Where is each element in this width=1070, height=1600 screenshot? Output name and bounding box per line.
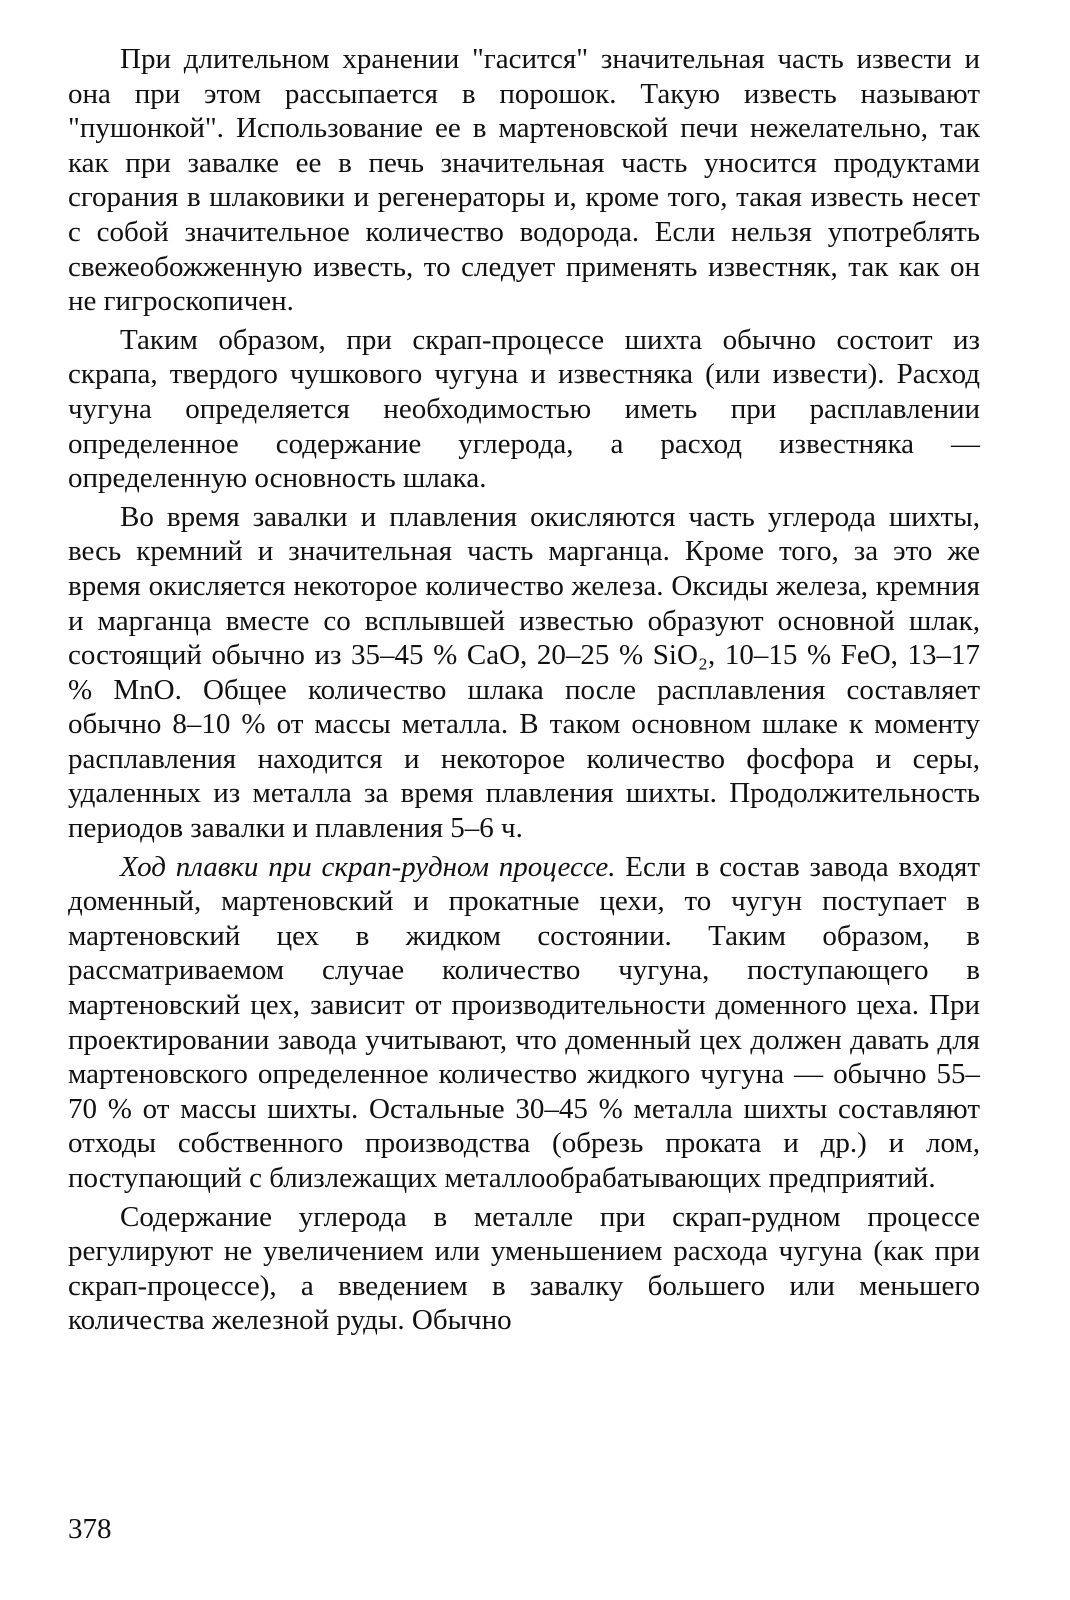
paragraph-5: Содержание углерода в металле при скрап-рудном процессе регулируют не увеличением или уменьшением расхода чугуна (как при скрап-процессе), а введением в завалку большего или меньшего количества железной руды. Обычно [68, 1200, 980, 1337]
paragraph-1: При длительном хранении "гасится" значительная часть извести и она при этом рассыпается в порошок. Такую известь называют "пушонкой". Использование ее в мартеновской печи нежелательно, так как при завалке ее в печь значительная часть уносится продуктами сгорания в шлаковики и регенераторы и, кроме того, такая известь несет с собой значительное количество водорода. Если нельзя употреблять свежеобожженную известь, то следует применять известняк, так как он не гигроскопичен. [68, 43, 980, 318]
paragraph-4-text: Если в состав завода входят доменный, мартеновский и прокатные цехи, то чугун поступает в мартеновский цех в жидком состоянии. Таким образом, в рассматриваемом случае количество чугуна, поступающего в мартеновский цех, зависит от производительности доменного цеха. При проектировании завода учитывают, что доменный цех должен давать для мартеновского определенное количество жидкого чугуна — обычно 55–70 % от массы шихты. Остальные 30–45 % металла шихты составляют отходы собственного производства (обрезь проката и др.) и лом, поступающий с близлежащих металлообрабатывающих предприятий. [68, 850, 980, 1194]
paragraph-3: Во время завалки и плавления окисляются часть углерода шихты, весь кремний и значительная часть марганца. Кроме того, за это же время окисляется некоторое количество железа. Оксиды железа, кремния и марганца вместе со всплывшей известью образуют основной шлак, состоящий обычно из 35–45 % CaO, 20–25 % SiO₂, 10–15 % FeO, 13–17 % MnO. Общее количество шлака после расплавления составляет обычно 8–10 % от массы металла. В таком основном шлаке к моменту расплавления находится и некоторое количество фосфора и серы, удаленных из металла за время плавления шихты. Продолжительность периодов завалки и плавления 5–6 ч. [68, 500, 980, 845]
page-body [68, 42, 980, 1342]
section-lead: Ход плавки при скрап-рудном процессе. [120, 850, 616, 883]
paragraph-4 [68, 850, 980, 1196]
paragraph-2: Таким образом, при скрап-процессе шихта обычно состоит из скрапа, твердого чушкового чугуна и известняка (или извести). Расход чугуна определяется необходимостью иметь при расплавлении определенное содержание углерода, а расход известняка — определенную основность шлака. [68, 323, 980, 495]
page-number: 378 [68, 1513, 112, 1545]
